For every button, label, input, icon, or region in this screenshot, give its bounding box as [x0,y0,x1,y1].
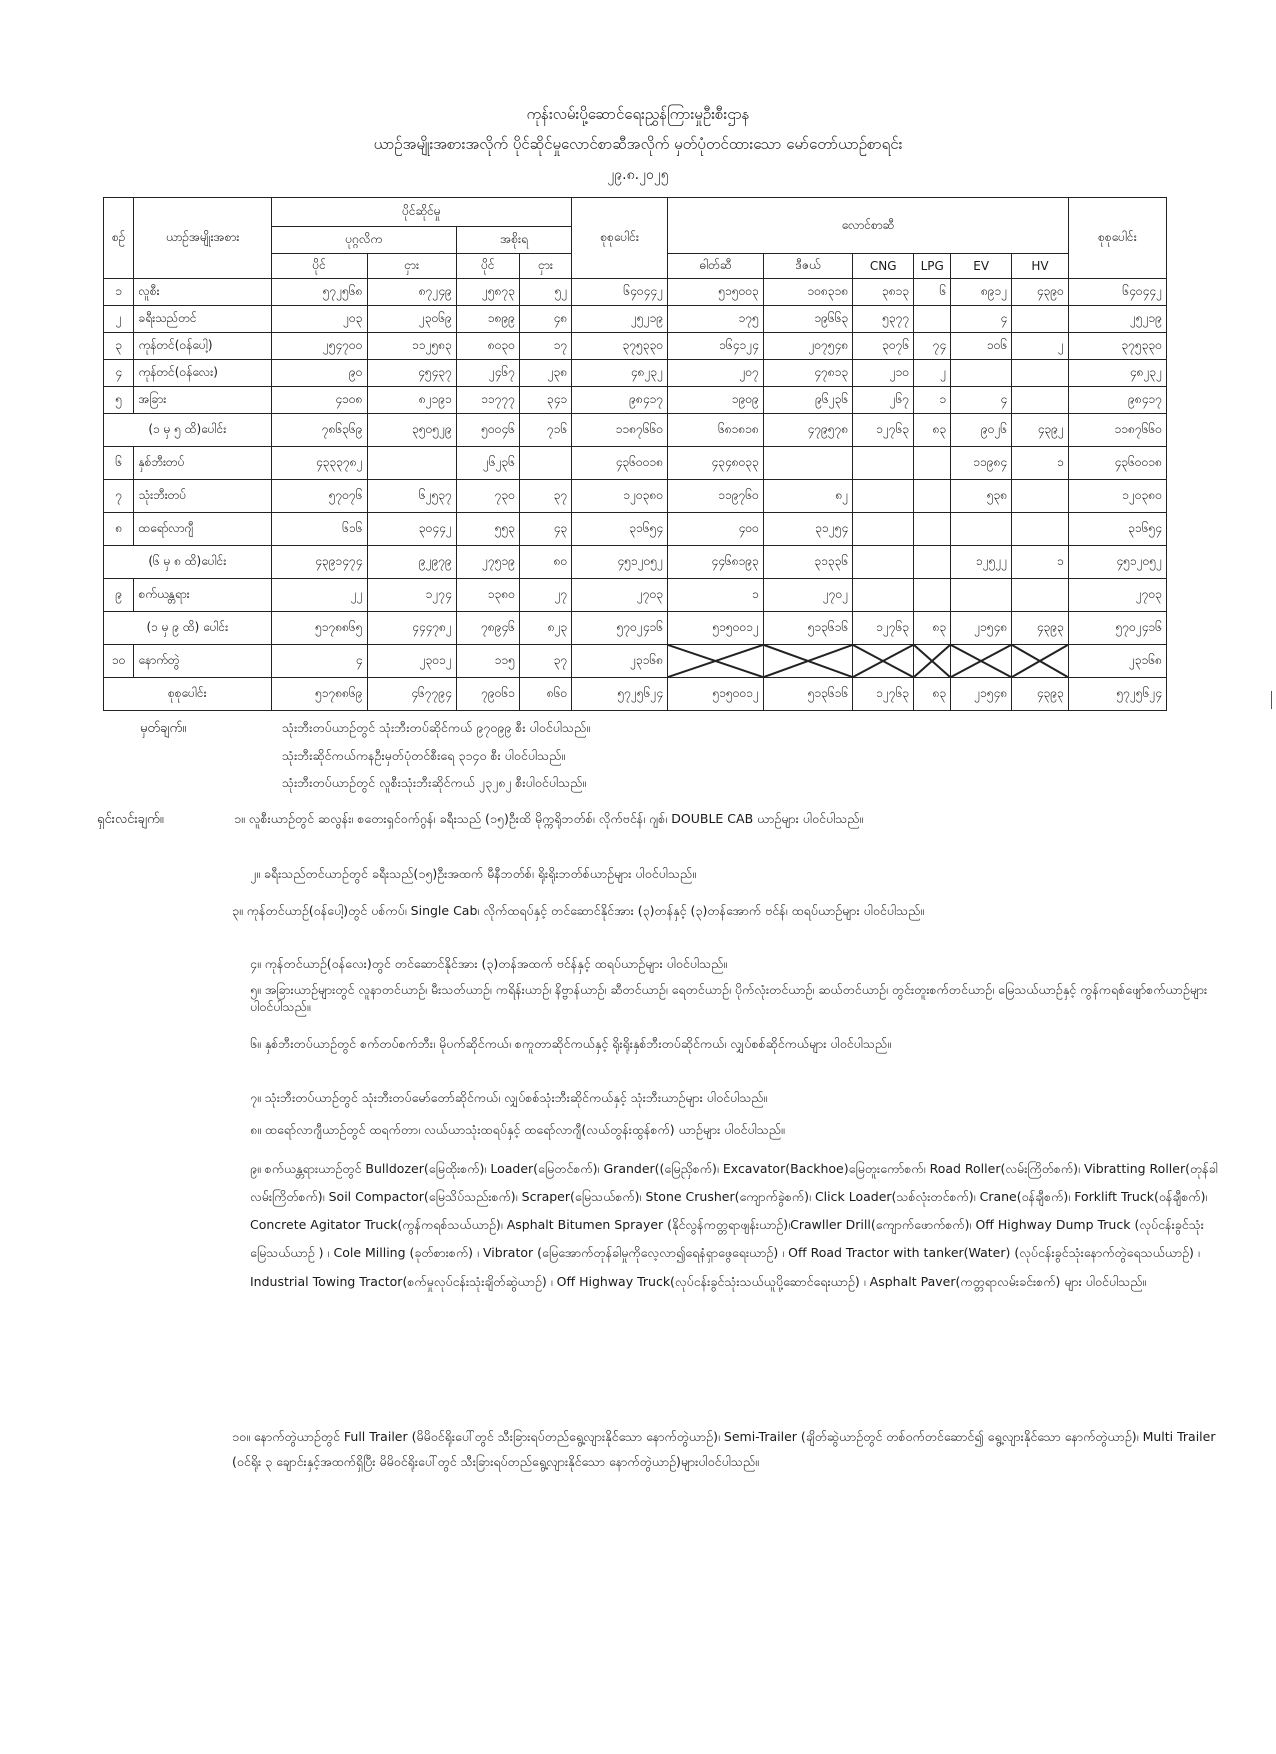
cell-petrol: ၅၁၅၀၀၁၂ [668,612,764,645]
cell-ev: ၉၀၂၆ [951,414,1012,447]
header-ownership: ပိုင်ဆိုင်မှု [271,198,572,227]
cell-lpg [914,513,951,546]
cell-hv: ၂ [1012,333,1069,360]
cell-ev: ၅၃၈ [951,480,1012,513]
header-lpg: LPG [914,254,951,279]
cell-private-own: ၅၇၀၇၆ [271,480,367,513]
row-type: (၆ မှ ၈ ထိ)ပေါင်း [104,546,272,579]
cell-gov-rent: ၈၀ [519,546,571,579]
cell-private-own: ၉၀ [271,360,367,387]
cell-gov-own: ၂၇၅၁၉ [456,546,519,579]
cell-diesel [763,447,852,480]
cell-petrol: ၂၀၇ [668,360,764,387]
cell-diesel: ၄၇၈၁၃ [763,360,852,387]
cell-hv: ၄၃၉၀ [1012,279,1069,306]
row-type: ကုန်တင်(ဝန်ပေါ့) [134,333,271,360]
remarks-label: မှတ်ချက်။ [140,721,187,736]
cell-lpg: ၈၃ [914,678,951,711]
cell-gov-rent: ၈၂၃ [519,612,571,645]
cell-fuel-total: ၄၈၂၃၂ [1068,360,1166,387]
cell-ev: ၁၀၆ [951,333,1012,360]
explanation-item: ၈။ ထရော်လာဂျီယာဉ်တွင် ထရက်တာ၊ လယ်ယာသုံးထရပ်နှင့် ထရော်လာဂျီ(လယ်တွန်းထွန်စက်) ယာဉ်များ ပါဝင်ပါသည်။ [250,1122,785,1137]
crossed-out-cell [1012,645,1069,678]
cell-gov-rent: ၈၆၀ [519,678,571,711]
table-row [104,447,1167,480]
vehicle-registration-table [103,197,1167,711]
cell-petrol: ၁၁၉၇၆၀ [668,480,764,513]
remark-line: သုံးဘီးတပ်ယာဉ်တွင် သုံးဘီးတပ်ဆိုင်ကယ် ၉၇၀၉၉ စီး ပါဝင်ပါသည်။ [282,720,590,735]
cell-cng [853,546,914,579]
cell-private-rent: ၁၂၇၄ [367,579,456,612]
cell-hv [1012,306,1069,333]
cell-ev: ၂၁၅၄၈ [951,678,1012,711]
cell-petrol: ၄၀၀ [668,513,764,546]
cell-lpg: ၂ [914,360,951,387]
table-row [104,387,1167,414]
header-fuel-total: စုစုပေါင်း [1068,198,1166,279]
cell-diesel: ၁၉၆၆၃ [763,306,852,333]
document-date: ၂၉.၈.၂၀၂၅ [607,167,669,183]
cell-cng [853,480,914,513]
cell-diesel: ၄၇၉၅၇၈ [763,414,852,447]
cell-lpg: ၆ [914,279,951,306]
header-private: ပုဂ္ဂလိက [271,227,456,254]
cell-gov-rent: ၇၁၆ [519,414,571,447]
cell-ev: ၄ [951,387,1012,414]
cell-petrol: ၆၈၁၈၁၈ [668,414,764,447]
cell-ev: ၂၁၅၄၈ [951,612,1012,645]
crossed-out-cell [853,645,914,678]
cell-lpg [914,579,951,612]
cell-total: ၁၂၀၃၈၀ [572,480,668,513]
header-petrol: ဓါတ်ဆီ [668,254,764,279]
cell-private-rent: ၄၆၇၇၉၄ [367,678,456,711]
cell-private-rent: ၄၄၄၇၈၂ [367,612,456,645]
cell-fuel-total: ၄၅၁၂၀၅၂ [1068,546,1166,579]
cell-fuel-total: ၄၃၆၀၀၁၈ [1068,447,1166,480]
cell-diesel: ၁၀၈၃၁၈ [763,279,852,306]
cell-diesel: ၈၂ [763,480,852,513]
cell-gov-own: ၁၁၇၇၇ [456,387,519,414]
cell-private-own: ၄၃၃၃၇၈၂ [271,447,367,480]
header-government-own: ပိုင် [456,254,519,279]
cell-total: ၅၇၀၂၄၁၆ [572,612,668,645]
cell-private-rent: ၁၁၂၅၈၃ [367,333,456,360]
row-no: ၂ [104,306,134,333]
header-no: စဉ် [104,198,134,279]
cell-fuel-total: ၂၇၀၃ [1068,579,1166,612]
cell-private-rent: ၂၃၀၁၂ [367,645,456,678]
row-no: ၁ [104,279,134,306]
header-private-own: ပိုင် [271,254,367,279]
crossed-out-cell [668,645,764,678]
cell-cng: ၅၃၇၇ [853,306,914,333]
header-private-rent: ငှား [367,254,456,279]
cell-petrol: ၁၇၅ [668,306,764,333]
cell-diesel: ၉၆၂၃၆ [763,387,852,414]
row-type: နှစ်ဘီးတပ် [134,447,271,480]
table-row [104,513,1167,546]
cell-private-own: ၄၃၉၁၄၇၄ [271,546,367,579]
explanation-item: ၉။ စက်ယန္တရားယာဉ်တွင် Bulldozer(မြေထိုးစက်)၊ Loader(မြေတင်စက်)၊ Grander((မြေညှိစက်)၊ Excavator(Backhoe)မြေတူးကော်စက်၊ Road Roller(လမ်းကြိတ်စက်)၊ Vibratting Roller(တုန်ခါလမ်းကြိတ်စက်)၊ Soil Compactor(မြေသိပ်သည်းစက်)၊ Scraper(မြေသယ်စက်)၊ Stone Crusher(ကျောက်ခွဲစက်)၊ Click Loader(သစ်လုံးတင်စက်)၊ Crane(ဝန်ချီစက်)၊ Forklift Truck(ဝန်ချီစက်)၊ Concrete Agitator Truck(ကွန်ကရစ်သယ်ယာဉ်)၊ Asphalt Bitumen Sprayer (နိုင်လွန်ကတ္တရာဖျန်းယာဉ်)၊Crawller Drill(ကျောက်ဖောက်စက်)၊ Off Highway Dump Truck (လုပ်ငန်းခွင်သုံးမြေသယ်ယာဉ် ) ၊ Cole Milling (ခုတ်စားစက်) ၊ Vibrator (မြေအောက်တုန်ခါမှုကိုလေ့လာ၍ရေနံရှာဖွေရေးယာဉ်) ၊ Off Road Tractor with tanker(Water) (လုပ်ငန်းခွင်သုံးနောက်တွဲရေသယ်ယာဉ်) ၊ Industrial Towing Tractor(စက်မှုလုပ်ငန်းသုံးချိတ်ဆွဲယာဉ်) ၊ Off Highway Truck(လုပ်ငန်းခွင်သုံးသယ်ယူပို့ဆောင်ရေးယာဉ်) ၊ Asphalt Paver(ကတ္တရာလမ်းခင်းစက်) များ ပါဝင်ပါသည်။ [250,1161,1218,1289]
header-vehicle-type: ယာဉ်အမျိုးအစား [134,198,271,279]
cell-lpg [914,546,951,579]
cell-fuel-total: ၁၂၀၃၈၀ [1068,480,1166,513]
cell-ev [951,579,1012,612]
cell-total: ၆၄၀၄၄၂ [572,279,668,306]
cell-petrol: ၄၄၆၈၁၉၃ [668,546,764,579]
cell-cng [853,579,914,612]
cell-total: ၄၈၂၃၂ [572,360,668,387]
cell-private-own: ၂၂ [271,579,367,612]
cell-gov-rent: ၃၇ [519,645,571,678]
header-government-rent: ငှား [519,254,571,279]
cell-gov-own: ၅၅၃ [456,513,519,546]
cell-diesel: ၃၁၂၅၄ [763,513,852,546]
row-type: အခြား [134,387,271,414]
row-type: (၁ မှ ၉ ထိ) ပေါင်း [104,612,272,645]
cell-gov-own: ၂၄၆၇ [456,360,519,387]
row-no: ၉ [104,579,134,612]
header-ev: EV [951,254,1012,279]
cell-fuel-total: ၁၁၈၇၆၆၀ [1068,414,1166,447]
cell-total: ၁၁၈၇၆၆၀ [572,414,668,447]
cell-private-own: ၅၇၂၅၆၈ [271,279,367,306]
cell-total: ၅၇၂၅၆၂၄ [572,678,668,711]
explanations-label: ရှင်းလင်းချက်။ [97,812,164,827]
table-row [104,306,1167,333]
cell-petrol: ၅၁၅၀၀၃ [668,279,764,306]
cell-total: ၂၇၀၃ [572,579,668,612]
cell-petrol: ၅၁၅၀၀၁၂ [668,678,764,711]
cell-gov-own: ၂၆၂၃၆ [456,447,519,480]
header-fuel: လောင်စာဆီ [668,198,1069,254]
cell-petrol: ၁ [668,579,764,612]
cell-fuel-total: ၆၄၀၄၄၂ [1068,279,1166,306]
cell-gov-rent: ၅၂ [519,279,571,306]
cell-gov-own: ၅၀၀၄၆ [456,414,519,447]
cell-lpg: ၈၃ [914,612,951,645]
cell-fuel-total: ၃၇၅၃၃၀ [1068,333,1166,360]
header-total: စုစုပေါင်း [572,198,668,279]
cell-cng: ၃၈၁၃ [853,279,914,306]
row-type: လူစီး [134,279,271,306]
cell-gov-own: ၁၈၉၉ [456,306,519,333]
cell-hv [1012,513,1069,546]
cell-cng: ၁၂၇၆၃ [853,612,914,645]
cell-total: ၂၃၁၆၈ [572,645,668,678]
crossed-out-cell [951,645,1012,678]
cell-fuel-total: ၉၈၄၁၇ [1068,387,1166,414]
cell-private-own: ၂၀၃ [271,306,367,333]
explanation-item: ၄။ ကုန်တင်ယာဉ်(ဝန်လေး)တွင် တင်ဆောင်နိုင်အား (၃)တန်အထက် ဗင်န်နှင့် ထရပ်ယာဉ်များ ပါဝင်ပါသည်။ [250,956,728,971]
row-type: စက်ယန္တရား [134,579,271,612]
cell-hv [1012,579,1069,612]
row-no: ၃ [104,333,134,360]
cell-private-rent: ၈၂၁၉၁ [367,387,456,414]
cell-gov-own: ၇၉၀၆၁ [456,678,519,711]
cell-lpg [914,306,951,333]
cell-private-rent [367,447,456,480]
cell-private-rent: ၈၇၂၄၉ [367,279,456,306]
cell-ev: ၄ [951,306,1012,333]
cell-gov-own: ၁၃၈၀ [456,579,519,612]
cell-private-own: ၂၅၄၇၀၀ [271,333,367,360]
row-no: ၆ [104,447,134,480]
cell-gov-own: ၈၀၃၀ [456,333,519,360]
cell-private-rent: ၄၅၄၃၇ [367,360,456,387]
cell-cng [853,513,914,546]
cell-petrol: ၄၃၄၈၀၃၃ [668,447,764,480]
cell-private-rent: ၆၂၅၃၇ [367,480,456,513]
row-type: သုံးဘီးတပ် [134,480,271,513]
cell-gov-own: ၁၁၅ [456,645,519,678]
cell-hv: ၄၃၉၃ [1012,612,1069,645]
cell-gov-rent: ၂၃၈ [519,360,571,387]
cell-gov-own: ၇၈၉၄၆ [456,612,519,645]
header-hv: HV [1012,254,1069,279]
remark-line: သုံးဘီးတပ်ယာဉ်တွင် လူစီးသုံးဘီးဆိုင်ကယ် ၂၃၂၈၂ စီးပါဝင်ပါသည်။ [282,775,587,790]
row-type: ကုန်တင်(ဝန်လေး) [134,360,271,387]
cell-gov-rent: ၄၈ [519,306,571,333]
remark-line: သုံးဘီးဆိုင်ကယ်ကနဦးမှတ်ပုံတင်စီးရေ ၃၁၄၀ စီး ပါဝင်ပါသည်။ [282,748,566,763]
cell-diesel: ၂၀၇၅၄၈ [763,333,852,360]
explanation-item: ၁။ လူစီးယာဉ်တွင် ဆလွန်း၊ စတေးရှင်ဝက်ဂွန်၊ ခရီးသည် (၁၅)ဦးထိ မိုက္ကရိုဘတ်စ်၊ လိုက်ဗင်န်၊ ဂျစ်၊ DOUBLE CAB ယာဉ်များ ပါဝင်ပါသည်။ [234,811,864,826]
explanation-item: ၅။ အခြားယာဉ်များတွင် လူနာတင်ယာဉ်၊ မီးသတ်ယာဉ်၊ ကရိန်းယာဉ်၊ နိဗ္ဗာန်ယာဉ်၊ ဆီတင်ယာဉ်၊ ရေတင်ယာဉ်၊ ပိုက်လုံးတင်ယာဉ်၊ ဆယ်တင်ယာဉ်၊ တွင်းတူးစက်တင်ယာဉ်၊ မြေသယ်ယာဉ်နှင့် ကွန်ကရစ်ဖျော်စက်ယာဉ်များ ပါဝင်ပါသည်။ [250,982,1208,1014]
cell-hv [1012,387,1069,414]
cell-private-own: ၅၁၇၈၈၆၅ [271,612,367,645]
cell-lpg [914,447,951,480]
header-government: အစိုးရ [456,227,571,254]
cell-private-rent: ၃၀၄၄၂ [367,513,456,546]
cell-gov-rent: ၃၇ [519,480,571,513]
cell-cng: ၃၀၇၆ [853,333,914,360]
cell-ev [951,360,1012,387]
row-type: နောက်တွဲ [134,645,271,678]
cell-cng: ၁၂၇၆၃ [853,414,914,447]
cell-private-rent: ၃၅၀၅၂၉ [367,414,456,447]
subtotal-row [104,612,1167,645]
cell-private-own: ၇၈၆၃၆၉ [271,414,367,447]
cell-hv: ၁ [1012,447,1069,480]
row-type: ခရီးသည်တင် [134,306,271,333]
cell-cng: ၂၆၇ [853,387,914,414]
row-type: ထရော်လာဂျီ [134,513,271,546]
table-row [104,480,1167,513]
cell-total: ၉၈၄၁၇ [572,387,668,414]
document-title: ကုန်းလမ်းပို့ဆောင်ရေးညွှန်ကြားမှုဦးစီးဌာန [526,105,750,123]
grand-total-label: စုစုပေါင်း [104,678,272,711]
cell-private-rent: ၉၂၉၇၉ [367,546,456,579]
cell-ev: ၁၁၉၈၄ [951,447,1012,480]
cell-gov-rent: ၁၇ [519,333,571,360]
cell-total: ၄၃၆၀၀၁၈ [572,447,668,480]
cell-gov-rent: ၂၇ [519,579,571,612]
cell-gov-rent: ၄၃ [519,513,571,546]
subtotal-row [104,414,1167,447]
cell-cng: ၁၂၇၆၃ [853,678,914,711]
crossed-out-cell [914,645,951,678]
table-row [104,279,1167,306]
cell-cng [853,447,914,480]
cell-lpg: ၈၃ [914,414,951,447]
row-type: (၁ မှ ၅ ထိ)ပေါင်း [104,414,272,447]
row-no: ၇ [104,480,134,513]
cell-diesel: ၂၇၀၂ [763,579,852,612]
row-no: ၈ [104,513,134,546]
cell-gov-rent [519,447,571,480]
cell-private-own: ၄ [271,645,367,678]
crossed-out-cell [763,645,852,678]
cell-gov-own: ၂၅၈၇၃ [456,279,519,306]
header-diesel: ဒီဇယ် [763,254,852,279]
margin-mark [1271,691,1272,709]
cell-cng: ၂၁၀ [853,360,914,387]
cell-diesel: ၅၁၃၆၁၆ [763,612,852,645]
table-row [104,333,1167,360]
explanation-item: ၂။ ခရီးသည်တင်ယာဉ်တွင် ခရီးသည်(၁၅)ဦးအထက် မီနီဘတ်စ်၊ ရိုးရိုးဘတ်စ်ယာဉ်များ ပါဝင်ပါသည်။ [250,866,696,881]
cell-fuel-total: ၅၇၂၅၆၂၄ [1068,678,1166,711]
cell-total: ၄၅၁၂၀၅၂ [572,546,668,579]
cell-petrol: ၁၆၄၁၂၄ [668,333,764,360]
grand-total-row [104,678,1167,711]
cell-private-own: ၄၁၀၈ [271,387,367,414]
cell-fuel-total: ၅၇၀၂၄၁၆ [1068,612,1166,645]
cell-diesel: ၅၁၃၆၁၆ [763,678,852,711]
cell-lpg [914,480,951,513]
cell-private-rent: ၂၃၀၆၉ [367,306,456,333]
table-row [104,579,1167,612]
document-subtitle: ယာဉ်အမျိုးအစားအလိုက် ပိုင်ဆိုင်မှုလောင်စာဆီအလိုက် မှတ်ပုံတင်ထားသော မော်တော်ယာဉ်စာရင်း [373,135,903,153]
cell-private-own: ၆၁၆ [271,513,367,546]
cell-petrol: ၁၉၀၉ [668,387,764,414]
cell-hv [1012,360,1069,387]
cell-fuel-total: ၂၃၁၆၈ [1068,645,1166,678]
explanation-item: ၃။ ကုန်တင်ယာဉ်(ဝန်ပေါ့)တွင် ပစ်ကပ်၊ Single Cab၊ လိုက်ထရပ်နှင့် တင်ဆောင်နိုင်အား (၃)တန်နှင့် (၃)တန်အောက် ဗင်န်၊ ထရပ်ယာဉ်များ ပါဝင်ပါသည်။ [232,903,925,918]
cell-hv: ၄၃၉၃ [1012,678,1069,711]
cell-total: ၃၇၅၃၃၀ [572,333,668,360]
row-no: ၁၀ [104,645,134,678]
cell-total: ၃၁၆၅၄ [572,513,668,546]
cell-total: ၂၅၂၁၉ [572,306,668,333]
header-cng: CNG [853,254,914,279]
cell-diesel: ၃၁၃၃၆ [763,546,852,579]
cell-hv [1012,480,1069,513]
cell-ev: ၈၉၁၂ [951,279,1012,306]
table-row [104,360,1167,387]
cell-fuel-total: ၃၁၆၅၄ [1068,513,1166,546]
explanation-item: ၁၀။ နောက်တွဲယာဉ်တွင် Full Trailer (မိမိဝင်ရိုးပေါ်တွင် သီးခြားရပ်တည်ရွေ့လျားနိုင်သော နောက်တွဲယာဉ်)၊ Semi-Trailer (ချိတ်ဆွဲယာဉ်တွင် တစ်ဝက်တင်ဆောင်၍ ရွေ့လျားနိုင်သော နောက်တွဲယာဉ်)၊ Multi Trailer (ဝင်ရိုး ၃ ချောင်းနှင့်အထက်ရှိပြီး မိမိဝင်ရိုးပေါ်တွင် သီးခြားရပ်တည်ရွေ့လျားနိုင်သော နောက်တွဲယာဉ်)များပါဝင်ပါသည်။ [232,1429,1216,1469]
row-no: ၄ [104,360,134,387]
cell-hv: ၁ [1012,546,1069,579]
cell-hv: ၄၃၉၂ [1012,414,1069,447]
cell-fuel-total: ၂၅၂၁၉ [1068,306,1166,333]
row-no: ၅ [104,387,134,414]
cell-ev: ၁၂၅၂၂ [951,546,1012,579]
table-row [104,645,1167,678]
cell-lpg: ၁ [914,387,951,414]
explanation-item: ၇။ သုံးဘီးတပ်ယာဉ်တွင် သုံးဘီးတပ်မော်တော်ဆိုင်ကယ်၊ လျှပ်စစ်သုံးဘီးဆိုင်ကယ်နှင့် သုံးဘီးယာဉ်များ ပါဝင်ပါသည်။ [250,1090,768,1105]
cell-ev [951,513,1012,546]
cell-private-own: ၅၁၇၈၈၆၉ [271,678,367,711]
cell-lpg: ၇၄ [914,333,951,360]
subtotal-row [104,546,1167,579]
explanation-item: ၆။ နှစ်ဘီးတပ်ယာဉ်တွင် စက်တပ်စက်ဘီး၊ မိုပက်ဆိုင်ကယ်၊ စကူတာဆိုင်ကယ်နှင့် ရိုးရိုးနှစ်ဘီးတပ်ဆိုင်ကယ်၊ လျှပ်စစ်ဆိုင်ကယ်များ ပါဝင်ပါသည်။ [250,1036,891,1051]
cell-gov-own: ၇၃၀ [456,480,519,513]
cell-gov-rent: ၃၄၁ [519,387,571,414]
